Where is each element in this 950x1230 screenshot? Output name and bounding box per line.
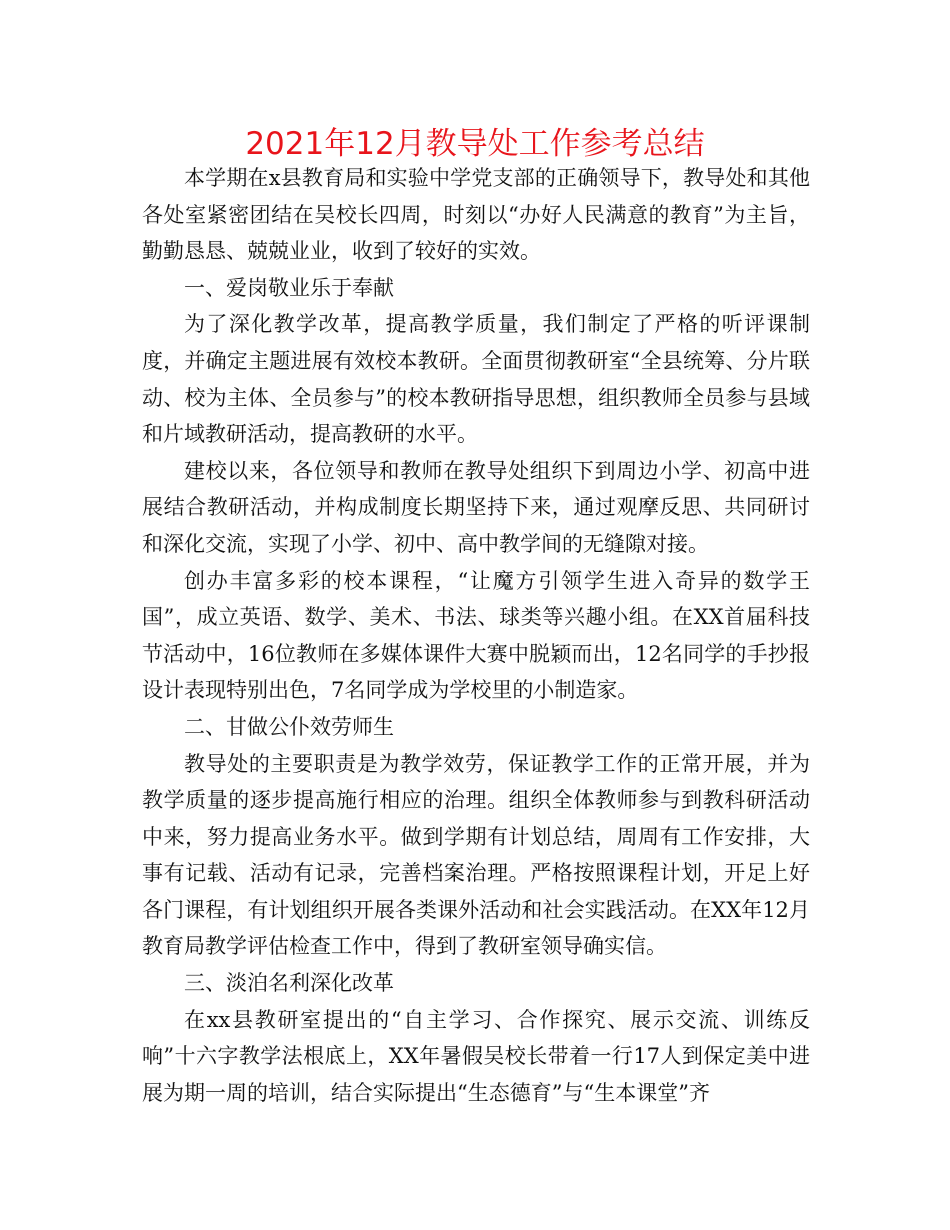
paragraph-1-2: 建校以来，各位领导和教师在教导处组织下到周边小学、初高中进展结合教研活动，并构成制度长期坚持下来，通过观摩反思、共同研讨和深化交流，实现了小学、初中、高中教学间的无缝隙对接。 bbox=[142, 458, 810, 556]
document-title: 2021年12月教导处工作参考总结 bbox=[245, 126, 705, 162]
document-body bbox=[142, 160, 810, 1111]
paragraph-3-1: 在xx县教研室提出的“自主学习、合作探究、展示交流、训练反响”十六字教学法根底上，XX年暑假吴校长带着一行17人到保定美中进展为期一周的培训，结合实际提出“生态德育”与“生本课堂”齐 bbox=[142, 1007, 810, 1105]
section-heading-3: 三、淡泊名利深化改革 bbox=[184, 971, 394, 996]
section-heading-2: 二、甘做公仆效劳师生 bbox=[184, 714, 394, 739]
section-heading-1: 一、爱岗敬业乐于奉献 bbox=[184, 275, 394, 300]
paragraph-intro: 本学期在x县教育局和实验中学党支部的正确领导下，教导处和其他各处室紧密团结在吴校长四周，时刻以“办好人民满意的教育”为主旨，勤勤恳恳、兢兢业业，收到了较好的实效。 bbox=[142, 166, 810, 264]
paragraph-2-1: 教导处的主要职责是为教学效劳，保证教学工作的正常开展，并为教学质量的逐步提高施行相应的治理。组织全体教师参与到教科研活动中来，努力提高业务水平。做到学期有计划总结，周周有工作安排，大事有记载、活动有记录，完善档案治理。严格按照课程计划，开足上好各门课程，有计划组织开展各类课外活动和社会实践活动。在XX年12月教育局教学评估检查工作中，得到了教研室领导确实信。 bbox=[142, 751, 810, 959]
paragraph-1-3: 创办丰富多彩的校本课程，“让魔方引领学生进入奇异的数学王国”，成立英语、数学、美术、书法、球类等兴趣小组。在XX首届科技节活动中，16位教师在多媒体课件大赛中脱颖而出，12名同学的手抄报设计表现特别出色，7名同学成为学校里的小制造家。 bbox=[142, 568, 810, 703]
paragraph-1-1: 为了深化教学改革，提高教学质量，我们制定了严格的听评课制度，并确定主题进展有效校本教研。全面贯彻教研室“全县统筹、分片联动、校为主体、全员参与”的校本教研指导思想，组织教师全员参与县域和片域教研活动，提高教研的水平。 bbox=[142, 312, 810, 447]
